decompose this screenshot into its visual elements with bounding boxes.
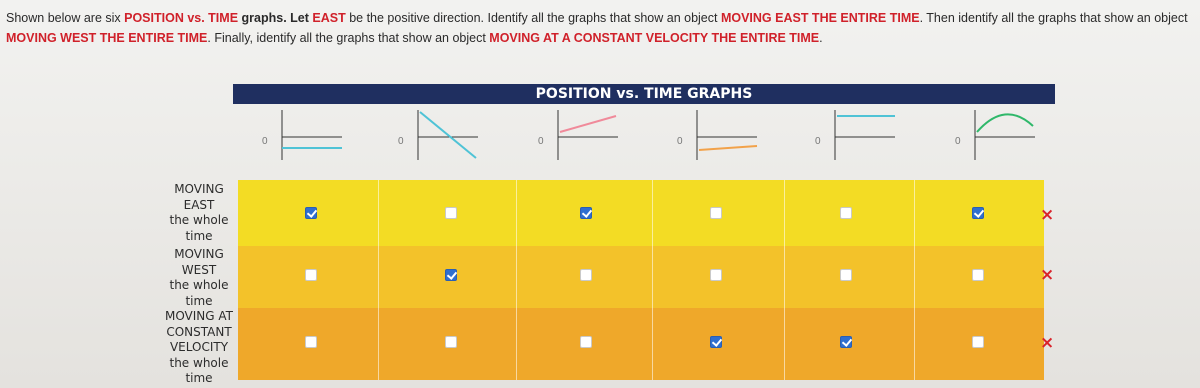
graph-3 (538, 110, 658, 162)
graph-2-plot (398, 110, 518, 162)
checkbox-moving-west-graph-1[interactable] (305, 269, 317, 281)
column-divider (652, 180, 653, 380)
checkbox-constant-velocity-graph-6[interactable] (972, 336, 984, 348)
row-label-moving-west: MOVING WEST the whole time (169, 247, 229, 308)
graph-6-plot (955, 110, 1075, 162)
graph-4-plot (677, 110, 797, 162)
checkbox-moving-east-graph-4[interactable] (710, 207, 722, 219)
graph-origin-label: 0 (398, 136, 404, 147)
row-label-moving-east: MOVING EAST the whole time (169, 182, 229, 243)
prompt-segment: EAST (312, 11, 346, 25)
graph-6 (955, 110, 1075, 162)
checkbox-moving-east-graph-6[interactable] (972, 207, 984, 219)
prompt-segment: . Then identify all the graphs that show an object (919, 11, 1188, 25)
prompt-segment: graphs. Let (238, 11, 313, 25)
row-1-incorrect-mark: × (1040, 205, 1055, 225)
checkbox-constant-velocity-graph-2[interactable] (445, 336, 457, 348)
row-label-constant-velocity: MOVING AT CONSTANT VELOCITY the whole time (164, 309, 234, 385)
checkbox-moving-west-graph-5[interactable] (840, 269, 852, 281)
graph-origin-label: 0 (815, 136, 821, 147)
graph-origin-label: 0 (677, 136, 683, 147)
column-divider (784, 180, 785, 380)
graph-2 (398, 110, 518, 162)
checkbox-moving-east-graph-1[interactable] (305, 207, 317, 219)
checkbox-moving-east-graph-5[interactable] (840, 207, 852, 219)
column-divider (378, 180, 379, 380)
row-band-moving-west (238, 246, 1044, 308)
graph-2-line (420, 112, 476, 158)
row-band-moving-east (238, 180, 1044, 246)
checkbox-moving-east-graph-2[interactable] (445, 207, 457, 219)
checkbox-moving-west-graph-3[interactable] (580, 269, 592, 281)
graph-1 (262, 110, 382, 162)
graph-origin-label: 0 (538, 136, 544, 147)
checkbox-moving-west-graph-2[interactable] (445, 269, 457, 281)
graph-3-plot (538, 110, 658, 162)
graph-5 (815, 110, 935, 162)
prompt-segment: be the positive direction. Identify all the graphs that show an object (345, 11, 721, 25)
question-prompt (6, 8, 1196, 48)
checkbox-moving-west-graph-6[interactable] (972, 269, 984, 281)
prompt-segment: . Finally, identify all the graphs that show an object (207, 31, 490, 45)
column-divider (914, 180, 915, 380)
graph-3-line (560, 116, 616, 132)
checkbox-constant-velocity-graph-4[interactable] (710, 336, 722, 348)
column-divider (516, 180, 517, 380)
graph-4 (677, 110, 797, 162)
row-band-constant-velocity (238, 308, 1044, 380)
checkbox-constant-velocity-graph-3[interactable] (580, 336, 592, 348)
prompt-segment: Shown below are six (6, 11, 125, 25)
graph-5-plot (815, 110, 935, 162)
prompt-segment: MOVING WEST THE ENTIRE TIME (6, 31, 208, 45)
row-3-incorrect-mark: × (1040, 333, 1055, 353)
checkbox-constant-velocity-graph-1[interactable] (305, 336, 317, 348)
prompt-segment: MOVING EAST THE ENTIRE TIME (720, 11, 920, 25)
graph-4-line (699, 146, 757, 150)
prompt-segment: . (819, 31, 823, 45)
graphs-banner: POSITION vs. TIME GRAPHS (233, 84, 1055, 104)
checkbox-constant-velocity-graph-5[interactable] (840, 336, 852, 348)
graph-origin-label: 0 (262, 136, 268, 147)
checkbox-moving-west-graph-4[interactable] (710, 269, 722, 281)
graph-1-plot (262, 110, 382, 162)
row-2-incorrect-mark: × (1040, 265, 1055, 285)
prompt-segment: MOVING AT A CONSTANT VELOCITY THE ENTIRE TIME (489, 31, 820, 45)
prompt-segment: POSITION vs. TIME (124, 11, 239, 25)
graph-origin-label: 0 (955, 136, 961, 147)
checkbox-moving-east-graph-3[interactable] (580, 207, 592, 219)
graph-6-line (977, 114, 1033, 132)
